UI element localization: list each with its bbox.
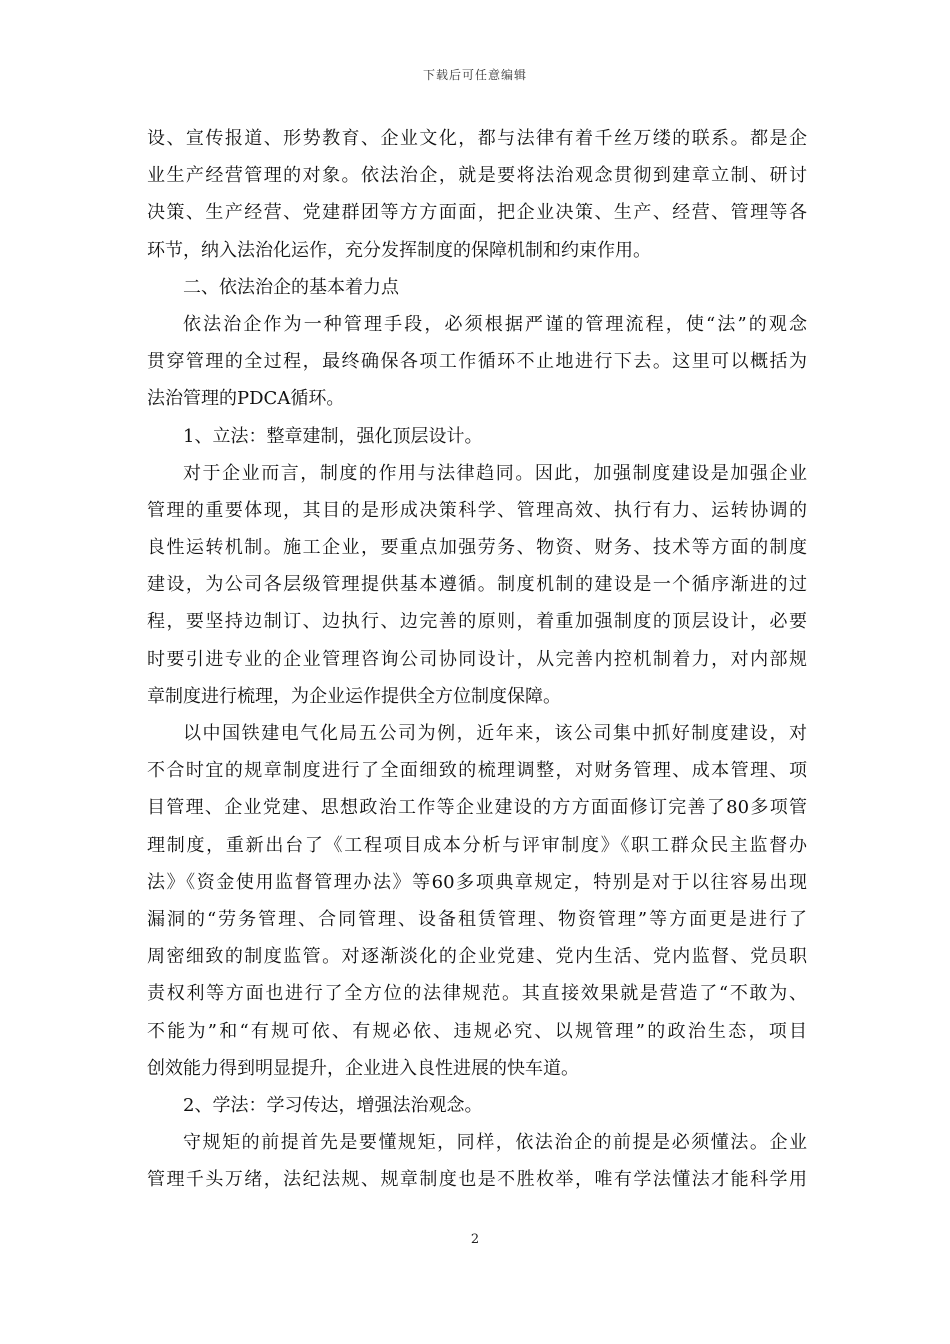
text-line: 2、学法：学习传达，增强法治观念。 xyxy=(183,1094,483,1116)
text-line: 依法治企作为一种管理手段，必须根据严谨的管理流程，使“法”的观念 xyxy=(183,313,807,335)
text-line: 管理的重要体现，其目的是形成决策科学、管理高效、执行有力、运转协调的 xyxy=(147,499,807,521)
page-header: 下载后可任意编辑 xyxy=(422,68,527,82)
text-line: 业生产经营管理的对象。依法治企，就是要将法治观念贯彻到建章立制、研讨 xyxy=(147,165,807,187)
text-line: 1、立法：整章建制，强化顶层设计。 xyxy=(183,425,483,447)
text-line: 对于企业而言，制度的作用与法律趋同。因此，加强制度建设是加强企业 xyxy=(183,462,807,484)
text-line: 设、宣传报道、形势教育、企业文化，都与法律有着千丝万缕的联系。都是企 xyxy=(147,128,807,149)
text-line: 二、依法治企的基本着力点 xyxy=(183,276,399,298)
text-line: 时要引进专业的企业管理咨询公司协同设计，从完善内控机制着力，对内部规 xyxy=(147,648,807,670)
text-line: 以中国铁建电气化局五公司为例，近年来，该公司集中抓好制度建设，对 xyxy=(183,723,807,744)
text-line: 漏洞的“劳务管理、合同管理、设备租赁管理、物资管理”等方面更是进行了 xyxy=(147,908,807,930)
text-line: 建设，为公司各层级管理提供基本遵循。制度机制的建设是一个循序渐进的过 xyxy=(147,574,807,596)
text-line: 程，要坚持边制订、边执行、边完善的原则，着重加强制度的顶层设计，必要 xyxy=(147,611,807,633)
text-line: 良性运转机制。施工企业，要重点加强劳务、物资、财务、技术等方面的制度 xyxy=(147,537,807,559)
text-line: 法》《资金使用监督管理办法》等60多项典章规定，特别是对于以往容易出现 xyxy=(147,871,807,893)
text-line: 管理千头万绪，法纪法规、规章制度也是不胜枚举，唯有学法懂法才能科学用 xyxy=(147,1169,807,1191)
text-line: 责权利等方面也进行了全方位的法律规范。其直接效果就是营造了“不敢为、 xyxy=(147,983,807,1005)
page-number: 2 xyxy=(470,1232,480,1247)
text-line: 创效能力得到明显提升，企业进入良性进展的快车道。 xyxy=(147,1057,579,1079)
text-line: 目管理、企业党建、思想政治工作等企业建设的方方面面修订完善了80多项管 xyxy=(147,797,807,819)
text-line: 不合时宜的规章制度进行了全面细致的梳理调整，对财务管理、成本管理、项 xyxy=(147,760,807,782)
text-line: 章制度进行梳理，为企业运作提供全方位制度保障。 xyxy=(147,685,561,707)
text-line: 不能为”和“有规可依、有规必依、违规必究、以规管理”的政治生态，项目 xyxy=(147,1020,807,1042)
text-line: 理制度，重新出台了《工程项目成本分析与评审制度》《职工群众民主监督办 xyxy=(147,834,807,856)
text-line: 决策、生产经营、党建群团等方方面面，把企业决策、生产、经营、管理等各 xyxy=(147,202,807,224)
text-line: 法治管理的PDCA循环。 xyxy=(147,388,345,410)
document-body xyxy=(147,120,807,1198)
text-line: 贯穿管理的全过程，最终确保各项工作循环不止地进行下去。这里可以概括为 xyxy=(147,351,807,373)
text-line: 环节，纳入法治化运作，充分发挥制度的保障机制和约束作用。 xyxy=(147,239,651,261)
text-line: 守规矩的前提首先是要懂规矩，同样，依法治企的前提是必须懂法。企业 xyxy=(183,1132,807,1154)
text-line: 周密细致的制度监管。对逐渐淡化的企业党建、党内生活、党内监督、党员职 xyxy=(147,946,807,968)
